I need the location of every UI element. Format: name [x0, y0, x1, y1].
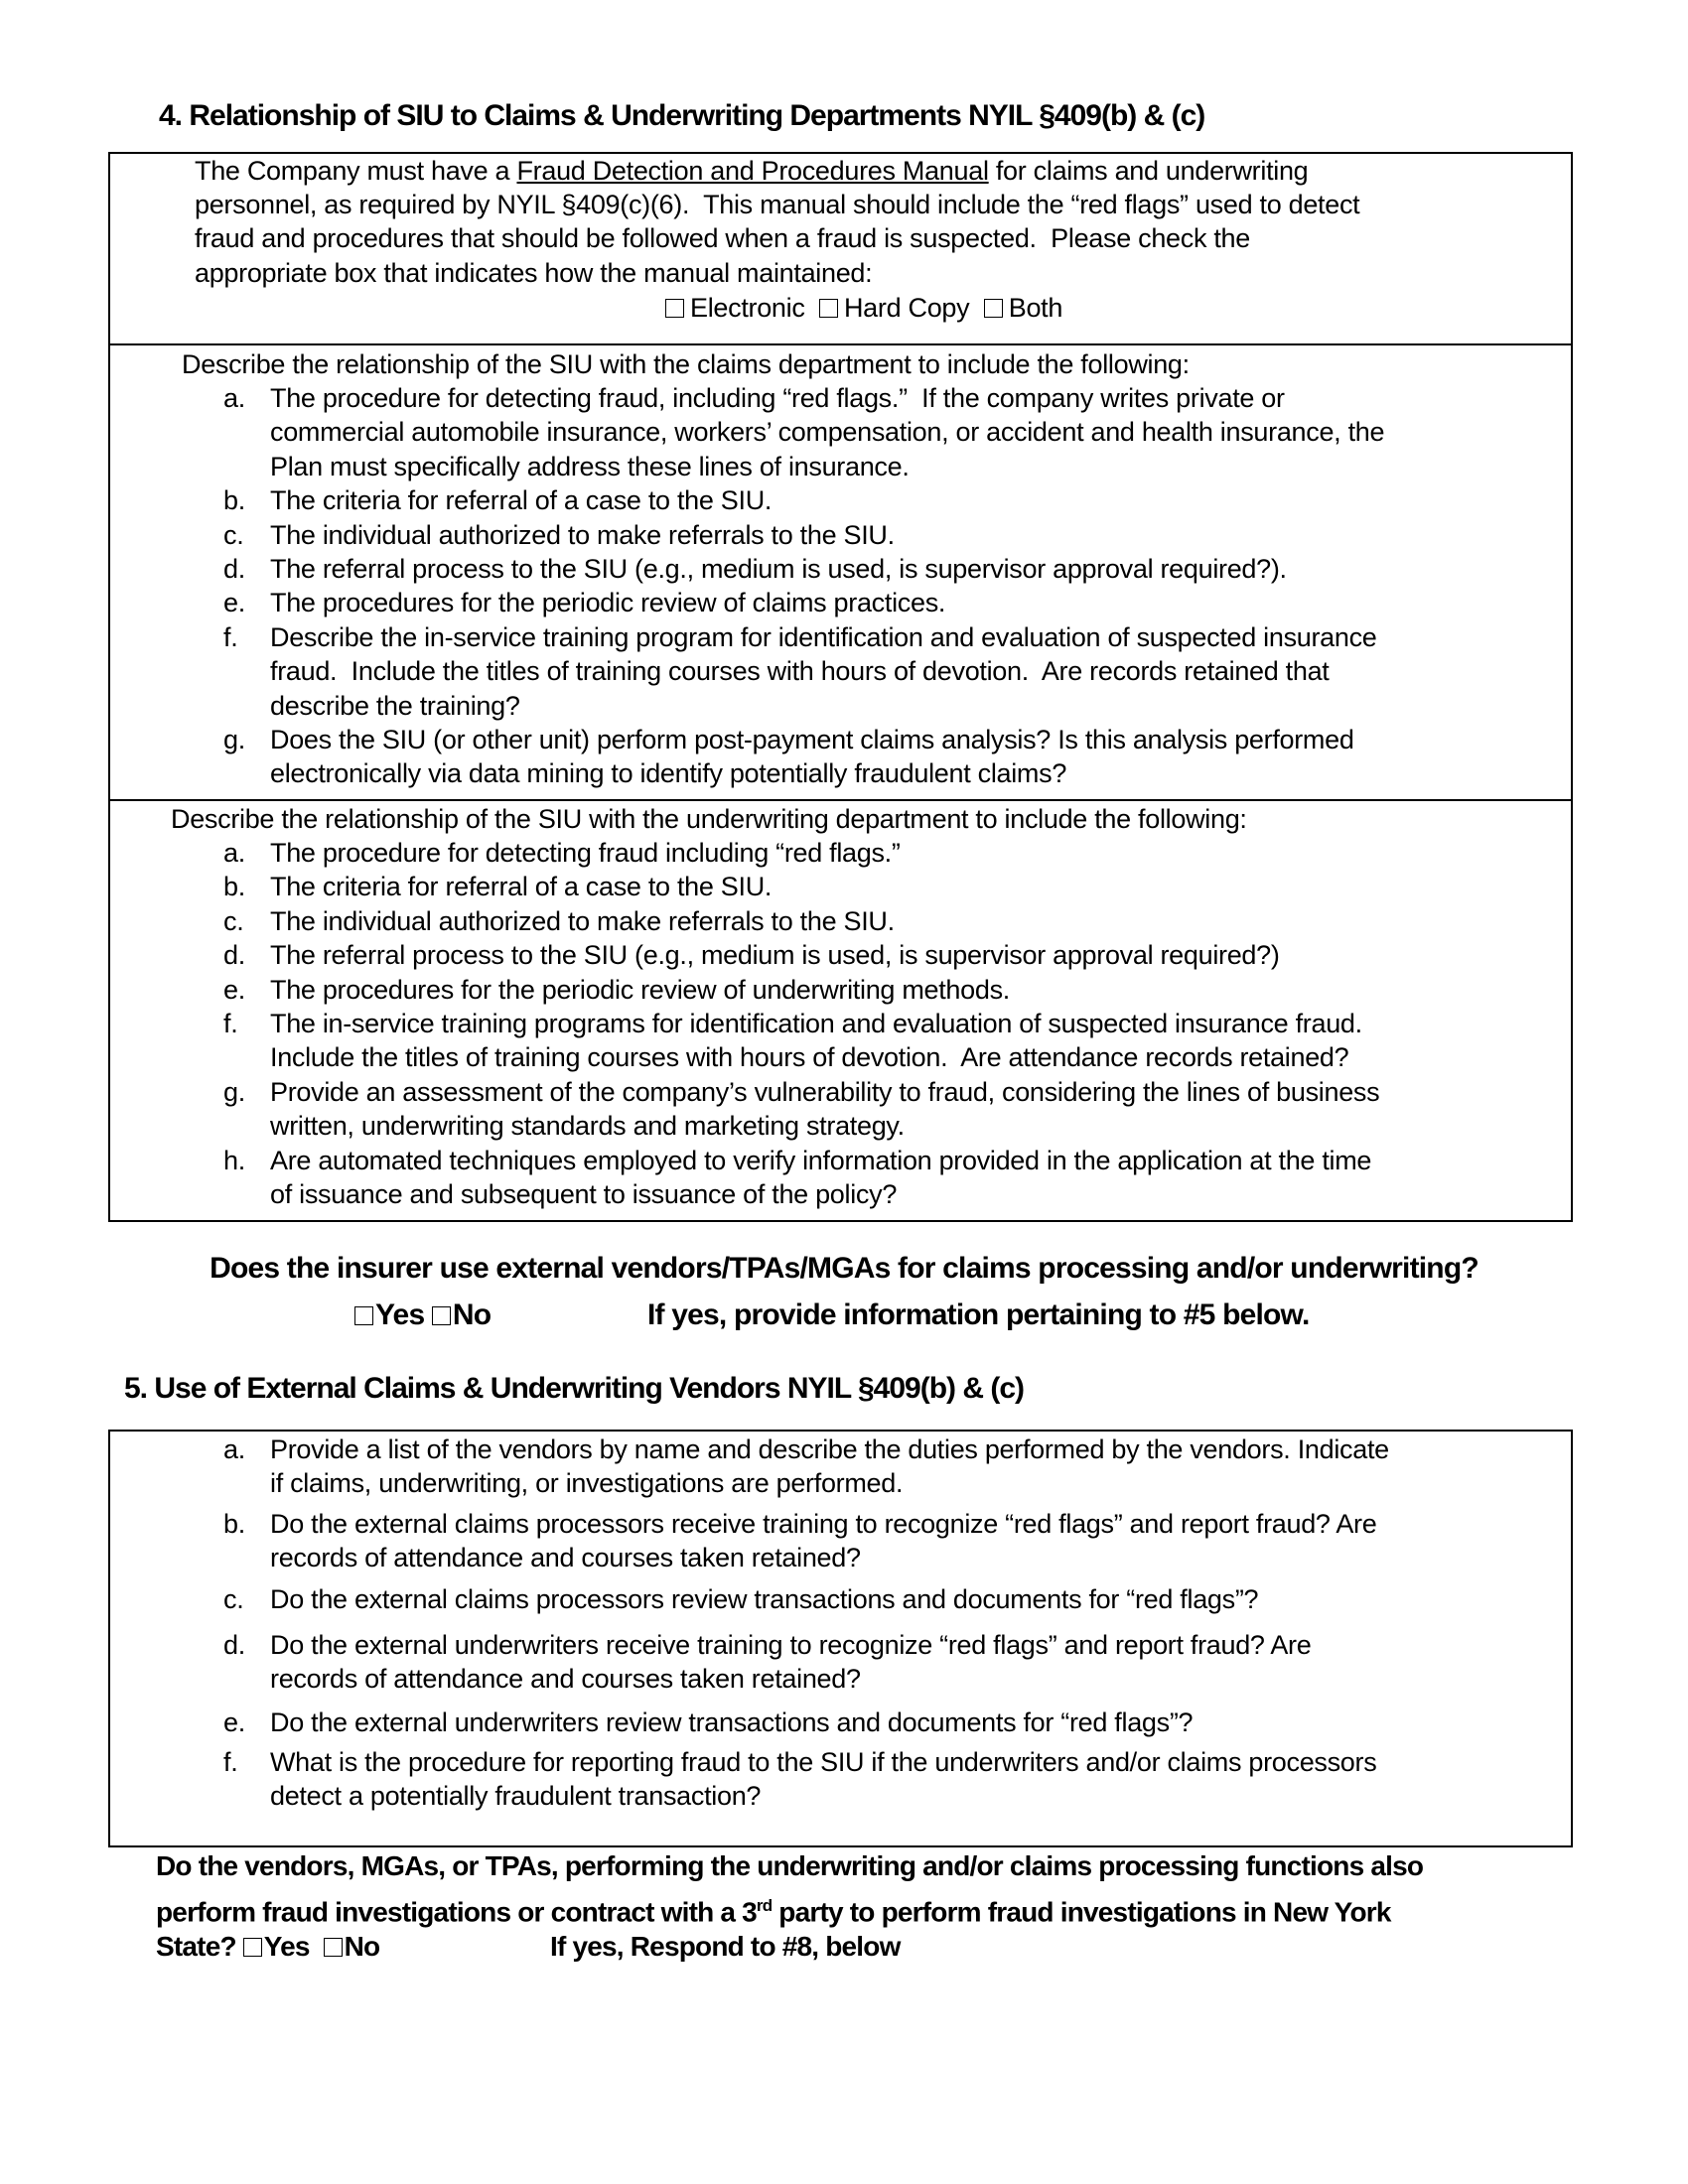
- final-question-line3: State? Yes No: [156, 1931, 380, 1962]
- item-text: Do the external claims processors review transactions and documents for “red flags”?: [270, 1584, 1259, 1614]
- vendor-yes-checkbox[interactable]: Yes: [354, 1298, 424, 1331]
- item-text: The procedures for the periodic review of claims practices.: [270, 588, 946, 618]
- item-label: d.: [223, 554, 245, 584]
- item-label: b.: [223, 1509, 245, 1539]
- item-text: Do the external claims processors receive training to recognize “red flags” and report fraud? Are records of attendance and courses taken retained?: [270, 1509, 1377, 1573]
- item-text: Provide an assessment of the company’s vulnerability to fraud, considering the lines of business written, underwriting standards and marketing strategy.: [270, 1076, 1380, 1142]
- item-label: f.: [223, 1009, 238, 1038]
- item-label: g.: [223, 1076, 245, 1107]
- item-text: The individual authorized to make referrals to the SIU.: [270, 905, 895, 936]
- item-label: e.: [223, 588, 245, 618]
- underwriting-intro: Describe the relationship of the SIU with the underwriting department to include the following:: [171, 804, 1247, 834]
- item-label: a.: [223, 383, 245, 413]
- item-label: c.: [223, 519, 244, 550]
- section-5-heading: 5. Use of External Claims & Underwriting Vendors NYIL §409(b) & (c): [124, 1372, 1025, 1405]
- item-text: The criteria for referral of a case to the SIU.: [270, 485, 773, 516]
- item-label: e.: [223, 974, 245, 1005]
- item-label: c.: [223, 1584, 244, 1614]
- item-text: The individual authorized to make referrals to the SIU.: [270, 519, 895, 550]
- item-label: b.: [223, 485, 245, 516]
- item-text: The referral process to the SIU (e.g., medium is used, is supervisor approval required?): [270, 940, 1280, 971]
- item-label: h.: [223, 1145, 245, 1175]
- item-label: f.: [223, 1747, 238, 1777]
- final-question-line1: Do the vendors, MGAs, or TPAs, performing the underwriting and/or claims processing functions also: [156, 1850, 1424, 1881]
- item-label: g.: [223, 725, 245, 754]
- item-label: e.: [223, 1707, 245, 1737]
- manual-format-options: [665, 291, 1062, 325]
- item-label: f.: [223, 621, 238, 652]
- manual-title: Fraud Detection and Procedures Manual: [516, 156, 989, 186]
- item-text: Are automated techniques employed to verify information provided in the application at the time of issuance and subsequent to issuance of the policy?: [270, 1145, 1372, 1209]
- row-divider: [108, 343, 1573, 345]
- item-text: Does the SIU (or other unit) perform post-payment claims analysis? Is this analysis performed electronically via data mining to identify potentially fraudulent claims?: [270, 725, 1354, 789]
- final-no-checkbox[interactable]: No: [324, 1931, 380, 1962]
- vendor-yes-no: [354, 1296, 491, 1335]
- item-label: c.: [223, 905, 244, 936]
- item-label: b.: [223, 872, 245, 902]
- both-checkbox[interactable]: Both: [984, 293, 1062, 323]
- final-question-line2: perform fraud investigations or contract with a 3rd party to perform fraud investigations in New York: [156, 1896, 1391, 1928]
- item-text: The in-service training programs for identification and evaluation of suspected insurance fraud. Include the titles of training courses with hours of devotion. Are attendance records retained?: [270, 1009, 1362, 1073]
- vendor-question: Does the insurer use external vendors/TPAs/MGAs for claims processing and/or underwriting?: [210, 1252, 1478, 1285]
- claims-intro: Describe the relationship of the SIU with the claims department to include the following:: [182, 349, 1190, 379]
- item-label: d.: [223, 940, 245, 971]
- vendor-note: If yes, provide information pertaining to #5 below.: [647, 1298, 1310, 1331]
- intro-text: for claims and underwriting: [988, 156, 1309, 186]
- vendor-no-checkbox[interactable]: No: [432, 1298, 491, 1331]
- item-text: Do the external underwriters review transactions and documents for “red flags”?: [270, 1707, 1194, 1737]
- item-label: d.: [223, 1630, 245, 1660]
- section-4-heading: 4. Relationship of SIU to Claims & Underwriting Departments NYIL §409(b) & (c): [159, 99, 1205, 132]
- final-yes-checkbox[interactable]: Yes: [243, 1931, 310, 1962]
- item-text: Do the external underwriters receive training to recognize “red flags” and report fraud? Are records of attendance and courses taken retained?: [270, 1630, 1312, 1695]
- item-text: The procedure for detecting fraud including “red flags.”: [270, 838, 901, 868]
- item-text: What is the procedure for reporting fraud to the SIU if the underwriters and/or claims processors detect a potentially fraudulent transaction?: [270, 1747, 1377, 1812]
- item-label: a.: [223, 1434, 245, 1464]
- item-text: The criteria for referral of a case to the SIU.: [270, 872, 773, 902]
- item-text: The procedures for the periodic review of underwriting methods.: [270, 974, 1010, 1005]
- item-text: Provide a list of the vendors by name and describe the duties performed by the vendors. Indicate if claims, underwriting, or investigations are performed.: [270, 1434, 1389, 1499]
- electronic-checkbox[interactable]: Electronic: [665, 293, 805, 323]
- intro-text: The Company must have a: [195, 156, 517, 186]
- item-text: The referral process to the SIU (e.g., medium is used, is supervisor approval required?).: [270, 554, 1287, 584]
- manual-intro-rest: personnel, as required by NYIL §409(c)(6). This manual should include the “red flags” used to detect fraud and procedures that should be followed when a fraud is suspected. Please check the appropriate box that indicates how the manual maintained:: [195, 190, 1360, 288]
- final-note: If yes, Respond to #8, below: [550, 1931, 901, 1962]
- item-text: The procedure for detecting fraud, including “red flags.” If the company writes private or commercial automobile insurance, workers’ compensation, or accident and health insurance, the Plan must specifically address these lines of insurance.: [270, 383, 1385, 481]
- item-label: a.: [223, 838, 245, 868]
- item-text: Describe the in-service training program for identification and evaluation of suspected insurance fraud. Include the titles of training courses with hours of devotion. Are records retained that describe the training?: [270, 621, 1377, 721]
- manual-intro: [195, 154, 1308, 188]
- hard-copy-checkbox[interactable]: Hard Copy: [819, 293, 969, 323]
- row-divider: [108, 799, 1573, 801]
